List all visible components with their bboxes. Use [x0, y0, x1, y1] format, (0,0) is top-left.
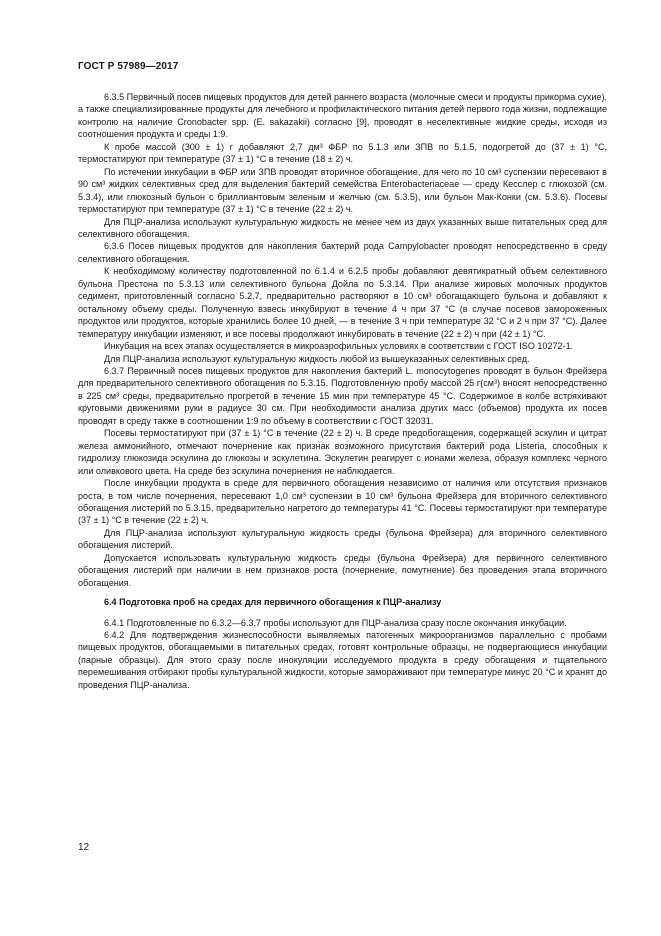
paragraph: 6.3.6 Посев пищевых продуктов для накопления бактерий рода Campylobacter проводят непосредственно в среду селективного обогащения. [78, 241, 607, 264]
paragraph: Для ПЦР-анализа используют культуральную жидкость любой из вышеуказанных селективных сред. [104, 353, 530, 364]
paragraph: 6.3.7 Первичный посев пищевых продуктов для накопления бактерий L. monocytogenes проводят в бульон Фрейзера для предварительного селективного обогащения по 5.3.15. Подготовленную пробу массой 25 г(см³) вносят непосредственно в 225 см³ среды, предварительно прогретой в течение 15 мин при температуре 45 °С. Содержимое в колбе встряхивают круговыми движениями руки в радиусе 30 см. При необходимости анализа других масс (объемов) продукта их посев проводят в среду также в соотношении 1:9 по объему в соответствии с ГОСТ 32031. [78, 365, 607, 426]
paragraph: Допускается использовать культуральную жидкость среды (бульона Фрейзера) для первичного селективного обогащения листерий при наличии в нем признаков роста (почернение, помутнение) без проведения этапа вторичного обогащения. [78, 552, 607, 588]
document-body [78, 91, 607, 691]
paragraph: 6.3.5 Первичный посев пищевых продуктов для детей раннего возраста (молочные смеси и продукты прикорма сухие), а также специализированные продукты для лечебного и профилактического питания детей первого года жизни, подлежащие контролю на наличие Cronobacter spp. (E. sakazakii) согласно [9], проводят в неселективные жидкие среды, исходя из соотношения продукта и среды 1:9. [78, 92, 607, 140]
paragraph: Инкубация на всех этапах осуществляется в микроаэрофильных условиях в соответствии с ГОСТ ISO 10272-1. [104, 341, 574, 352]
document-header: ГОСТ Р 57989—2017 [78, 61, 179, 72]
paragraph: К необходимому количеству подготовленной по 6.1.4 и 6.2.5 пробы добавляют девятикратный объем селективного бульона Престона по 5.3.13 или селективного бульона Дойла по 5.3.14. При анализе жировых молочных продуктов седимент, приготовленный согласно 5.2.7, предварительно растворяют в 10 см³ обогащающего бульона и добавляют к остальному объему среды. Полученную взвесь инкубируют в течение 4 ч при 37 °С (в случае посевов замороженных продуктов или продуктов, которые хранились более 10 дней, — в течение 3 ч при температуре 32 °С и 2 ч при 37 °С). Далее температуру инкубации изменяют, и все посевы продолжают инкубировать в течение (22 ± 2) ч при (42 ± 1) °С. [78, 266, 607, 339]
paragraph: 6.4.2 Для подтверждения жизнеспособности выявляемых патогенных микроорганизмов параллельно с пробами пищевых продуктов, обогащаемыми в питательных средах, готовят контрольные образцы, не подвергающиеся инкубации (парные образцы). Для этого сразу после инокуляции исследуемого продукта в среду обогащения и тщательного перемешивания отбирают пробы культуральной жидкости, которые замораживают при температуре минус 20 °С и хранят до проведения ПЦР-анализа. [78, 630, 607, 690]
paragraph: К пробе массой (300 ± 1) г добавляют 2,7 дм³ ФБР по 5.1.3 или ЗПВ по 5.1.5, подогретой до (37 ± 1) °С, термостатируют при температуре (37 ± 1) °С в течение (18 ± 2) ч. [78, 141, 607, 165]
paragraph: После инкубации продукта в среде для первичного обогащения независимо от наличия или отсутствия признаков роста, в том числе почернения, пересевают 1,0 см³ суспензии в 10 см³ бульона Фрейзера для вторичного селективного обогащения листерий по 5.3.15, предварительно нагретого до температуры 41 °С. Посевы термостатируют при температуре (37 ± 1) °С в течение (22 ± 2) ч. [78, 478, 607, 526]
paragraph: 6.4.1 Подготовленные по 6.3.2—6.3.7 пробы используют для ПЦР-анализа сразу после окончания инкубации. [104, 617, 567, 628]
section-heading: 6.4 Подготовка проб на средах для первичного обогащения к ПЦР-анализу [104, 597, 442, 608]
paragraph: По истечении инкубации в ФБР или ЗПВ проводят вторичное обогащение, для чего по 10 см³ суспензии пересевают в 90 см³ жидких селективных сред для выделения бактерий семейства Enterobacteriaceae — среду Кесслер с глюкозой (см. 5.3.4), или глюкозный бульон с бриллиантовым зеленым и желчью (см. 5.3.5), или бульон Мак-Конки (см. 5.3.6). Посевы термостатируют при температуре (37 ± 1) °С в течение (22 ± 2) ч. [78, 166, 607, 215]
paragraph: Посевы термостатируют при (37 ± 1) °С в течение (22 ± 2) ч. В среде предобогащения, содержащей эскулин и цитрат железа аммонийного, отмечают почернение как признак возможного присутствия бактерий рода Listeria, способных к гидролизу глюкозида эскулина до глюкозы и эскулетина. Эскулетин реагирует с ионами железа, образуя комплекс черного или оливкового цвета. На среде без эскулина почернения не наблюдается. [78, 428, 607, 476]
page-number: 12 [78, 842, 90, 853]
paragraph: Для ПЦР-анализа используют культуральную жидкость не менее чем из двух указанных выше питательных сред для селективного обогащения. [78, 216, 607, 239]
paragraph: Для ПЦР-анализа используют культуральную жидкость среды (бульона Фрейзера) для вторичного селективного обогащения листерий. [78, 527, 607, 551]
